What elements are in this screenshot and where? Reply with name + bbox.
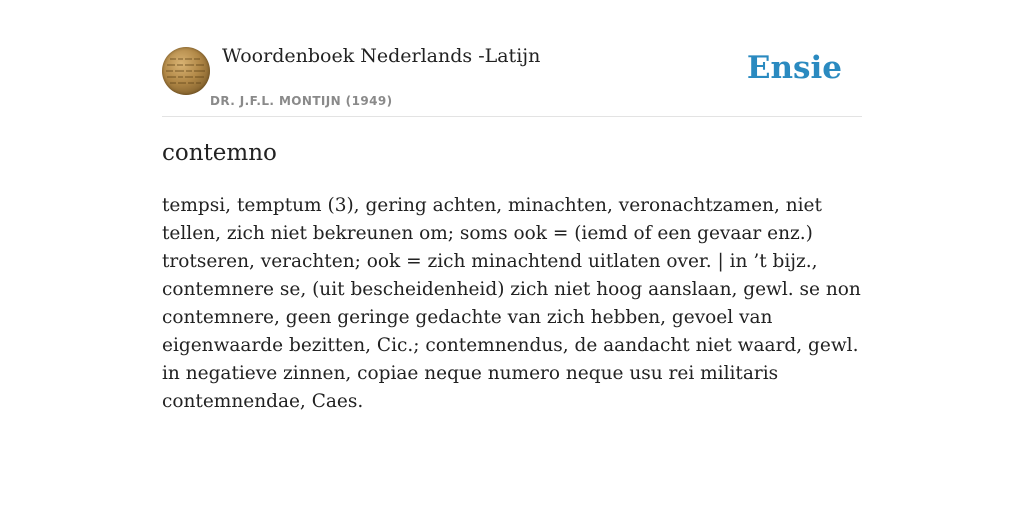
coin-seal-icon[interactable]: [162, 47, 210, 95]
entry-definition: tempsi, temptum (3), gering achten, minachten, veronachtzamen, niet tellen, zich niet bekreunen om; soms ook = (iemd of een gevaar enz.) trotseren, verachten; ook = zich minachtend uitlaten over. | in ’t bijz., contemnere se, (uit bescheidenheid) zich niet hoog aanslaan, gewl. se non contemnere, geen geringe gedachte van zich hebben, gevoel van eigenwaarde bezitten, Cic.; contemnendus, de aandacht niet waard, gewl. in negatieve zinnen, copiae neque numero neque usu rei militaris contemnendae, Caes.: [162, 195, 861, 412]
brand-logo[interactable]: Ensie: [746, 50, 842, 86]
entry-headword: contemno: [162, 140, 277, 166]
author-line: DR. J.F.L. MONTIJN (1949): [210, 94, 393, 108]
header: [162, 0, 862, 117]
book-title[interactable]: Woordenboek Nederlands -Latijn: [222, 45, 541, 67]
page-container: [162, 0, 862, 412]
